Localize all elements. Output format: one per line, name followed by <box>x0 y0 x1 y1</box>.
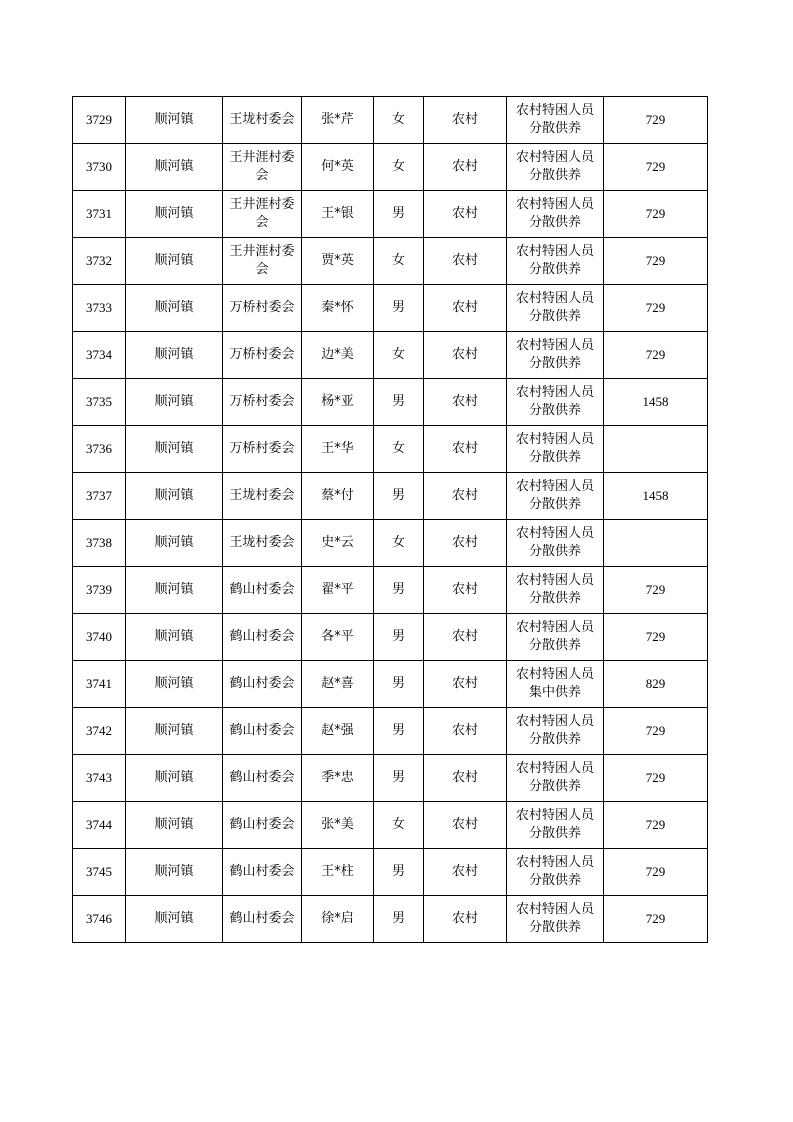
cell-gender: 男 <box>374 896 424 943</box>
cell-village-committee: 鹤山村委会 <box>223 849 302 896</box>
cell-town: 顺河镇 <box>126 802 223 849</box>
cell-gender: 女 <box>374 144 424 191</box>
cell-town: 顺河镇 <box>126 285 223 332</box>
cell-area-type: 农村 <box>424 332 507 379</box>
cell-area-type: 农村 <box>424 473 507 520</box>
cell-gender: 女 <box>374 332 424 379</box>
cell-area-type: 农村 <box>424 614 507 661</box>
cell-gender: 男 <box>374 708 424 755</box>
cell-support-category: 农村特困人员分散供养 <box>507 614 604 661</box>
cell-serial-number: 3740 <box>73 614 126 661</box>
cell-support-category: 农村特困人员分散供养 <box>507 191 604 238</box>
table-row <box>73 896 708 943</box>
cell-support-category: 农村特困人员分散供养 <box>507 849 604 896</box>
cell-serial-number: 3743 <box>73 755 126 802</box>
cell-amount: 1458 <box>604 379 708 426</box>
cell-gender: 男 <box>374 473 424 520</box>
cell-amount: 1458 <box>604 473 708 520</box>
cell-area-type: 农村 <box>424 238 507 285</box>
cell-serial-number: 3735 <box>73 379 126 426</box>
cell-town: 顺河镇 <box>126 473 223 520</box>
cell-person-name: 赵*强 <box>302 708 374 755</box>
cell-area-type: 农村 <box>424 144 507 191</box>
cell-amount: 829 <box>604 661 708 708</box>
cell-area-type: 农村 <box>424 755 507 802</box>
cell-person-name: 杨*亚 <box>302 379 374 426</box>
cell-amount: 729 <box>604 802 708 849</box>
cell-person-name: 各*平 <box>302 614 374 661</box>
cell-town: 顺河镇 <box>126 379 223 426</box>
cell-amount <box>604 520 708 567</box>
cell-area-type: 农村 <box>424 567 507 614</box>
cell-area-type: 农村 <box>424 379 507 426</box>
cell-town: 顺河镇 <box>126 896 223 943</box>
cell-village-committee: 万桥村委会 <box>223 426 302 473</box>
cell-serial-number: 3744 <box>73 802 126 849</box>
table-row <box>73 97 708 144</box>
cell-area-type: 农村 <box>424 849 507 896</box>
cell-village-committee: 王垅村委会 <box>223 473 302 520</box>
table-row <box>73 473 708 520</box>
cell-village-committee: 鹤山村委会 <box>223 896 302 943</box>
cell-support-category: 农村特困人员分散供养 <box>507 567 604 614</box>
cell-area-type: 农村 <box>424 520 507 567</box>
cell-person-name: 王*华 <box>302 426 374 473</box>
cell-village-committee: 鹤山村委会 <box>223 755 302 802</box>
cell-person-name: 秦*怀 <box>302 285 374 332</box>
cell-gender: 男 <box>374 379 424 426</box>
cell-gender: 女 <box>374 802 424 849</box>
cell-person-name: 王*银 <box>302 191 374 238</box>
cell-gender: 女 <box>374 97 424 144</box>
cell-village-committee: 王井涯村委会 <box>223 238 302 285</box>
cell-amount: 729 <box>604 755 708 802</box>
cell-village-committee: 鹤山村委会 <box>223 708 302 755</box>
table-row <box>73 332 708 379</box>
cell-town: 顺河镇 <box>126 238 223 285</box>
cell-village-committee: 万桥村委会 <box>223 332 302 379</box>
cell-amount: 729 <box>604 97 708 144</box>
cell-support-category: 农村特困人员分散供养 <box>507 708 604 755</box>
cell-town: 顺河镇 <box>126 849 223 896</box>
table-row <box>73 144 708 191</box>
cell-support-category: 农村特困人员分散供养 <box>507 144 604 191</box>
cell-serial-number: 3737 <box>73 473 126 520</box>
cell-amount: 729 <box>604 896 708 943</box>
cell-amount <box>604 426 708 473</box>
cell-gender: 男 <box>374 755 424 802</box>
cell-gender: 男 <box>374 849 424 896</box>
cell-person-name: 张*芹 <box>302 97 374 144</box>
cell-serial-number: 3734 <box>73 332 126 379</box>
cell-person-name: 何*英 <box>302 144 374 191</box>
table-row <box>73 802 708 849</box>
cell-town: 顺河镇 <box>126 144 223 191</box>
cell-person-name: 蔡*付 <box>302 473 374 520</box>
cell-village-committee: 万桥村委会 <box>223 379 302 426</box>
table-row <box>73 426 708 473</box>
cell-support-category: 农村特困人员分散供养 <box>507 97 604 144</box>
cell-support-category: 农村特困人员集中供养 <box>507 661 604 708</box>
cell-amount: 729 <box>604 567 708 614</box>
cell-village-committee: 鹤山村委会 <box>223 567 302 614</box>
table-row <box>73 661 708 708</box>
cell-person-name: 史*云 <box>302 520 374 567</box>
cell-support-category: 农村特困人员分散供养 <box>507 285 604 332</box>
table-row <box>73 567 708 614</box>
table-row <box>73 849 708 896</box>
cell-village-committee: 王垅村委会 <box>223 97 302 144</box>
cell-serial-number: 3741 <box>73 661 126 708</box>
cell-support-category: 农村特困人员分散供养 <box>507 426 604 473</box>
cell-village-committee: 鹤山村委会 <box>223 802 302 849</box>
cell-area-type: 农村 <box>424 896 507 943</box>
cell-support-category: 农村特困人员分散供养 <box>507 896 604 943</box>
cell-support-category: 农村特困人员分散供养 <box>507 238 604 285</box>
cell-support-category: 农村特困人员分散供养 <box>507 802 604 849</box>
cell-person-name: 王*柱 <box>302 849 374 896</box>
cell-village-committee: 王垅村委会 <box>223 520 302 567</box>
table-row <box>73 379 708 426</box>
cell-gender: 男 <box>374 567 424 614</box>
cell-person-name: 徐*启 <box>302 896 374 943</box>
cell-area-type: 农村 <box>424 802 507 849</box>
cell-town: 顺河镇 <box>126 191 223 238</box>
cell-amount: 729 <box>604 144 708 191</box>
table-row <box>73 614 708 661</box>
cell-person-name: 边*美 <box>302 332 374 379</box>
cell-village-committee: 王井涯村委会 <box>223 144 302 191</box>
cell-amount: 729 <box>604 849 708 896</box>
cell-serial-number: 3736 <box>73 426 126 473</box>
cell-person-name: 季*忠 <box>302 755 374 802</box>
cell-village-committee: 王井涯村委会 <box>223 191 302 238</box>
cell-town: 顺河镇 <box>126 520 223 567</box>
cell-serial-number: 3731 <box>73 191 126 238</box>
cell-gender: 男 <box>374 661 424 708</box>
cell-amount: 729 <box>604 332 708 379</box>
cell-town: 顺河镇 <box>126 567 223 614</box>
cell-serial-number: 3729 <box>73 97 126 144</box>
cell-town: 顺河镇 <box>126 97 223 144</box>
table-row <box>73 755 708 802</box>
cell-support-category: 农村特困人员分散供养 <box>507 332 604 379</box>
cell-town: 顺河镇 <box>126 661 223 708</box>
cell-person-name: 贾*英 <box>302 238 374 285</box>
cell-gender: 女 <box>374 426 424 473</box>
cell-gender: 女 <box>374 520 424 567</box>
cell-support-category: 农村特困人员分散供养 <box>507 520 604 567</box>
cell-serial-number: 3730 <box>73 144 126 191</box>
table-row <box>73 520 708 567</box>
cell-gender: 男 <box>374 614 424 661</box>
cell-town: 顺河镇 <box>126 708 223 755</box>
cell-person-name: 赵*喜 <box>302 661 374 708</box>
cell-support-category: 农村特困人员分散供养 <box>507 473 604 520</box>
cell-person-name: 翟*平 <box>302 567 374 614</box>
cell-village-committee: 万桥村委会 <box>223 285 302 332</box>
cell-amount: 729 <box>604 708 708 755</box>
cell-village-committee: 鹤山村委会 <box>223 614 302 661</box>
cell-village-committee: 鹤山村委会 <box>223 661 302 708</box>
cell-serial-number: 3746 <box>73 896 126 943</box>
cell-area-type: 农村 <box>424 661 507 708</box>
cell-serial-number: 3732 <box>73 238 126 285</box>
table-row <box>73 191 708 238</box>
cell-area-type: 农村 <box>424 285 507 332</box>
cell-area-type: 农村 <box>424 426 507 473</box>
cell-town: 顺河镇 <box>126 332 223 379</box>
cell-support-category: 农村特困人员分散供养 <box>507 379 604 426</box>
cell-amount: 729 <box>604 614 708 661</box>
beneficiary-table <box>72 96 708 943</box>
cell-person-name: 张*美 <box>302 802 374 849</box>
cell-town: 顺河镇 <box>126 426 223 473</box>
cell-amount: 729 <box>604 191 708 238</box>
table-row <box>73 708 708 755</box>
cell-town: 顺河镇 <box>126 614 223 661</box>
cell-amount: 729 <box>604 238 708 285</box>
cell-serial-number: 3733 <box>73 285 126 332</box>
cell-support-category: 农村特困人员分散供养 <box>507 755 604 802</box>
cell-gender: 男 <box>374 285 424 332</box>
cell-gender: 女 <box>374 238 424 285</box>
cell-gender: 男 <box>374 191 424 238</box>
cell-serial-number: 3738 <box>73 520 126 567</box>
cell-serial-number: 3739 <box>73 567 126 614</box>
cell-area-type: 农村 <box>424 97 507 144</box>
cell-area-type: 农村 <box>424 191 507 238</box>
table-row <box>73 238 708 285</box>
cell-serial-number: 3745 <box>73 849 126 896</box>
cell-area-type: 农村 <box>424 708 507 755</box>
cell-town: 顺河镇 <box>126 755 223 802</box>
table-body <box>73 97 708 943</box>
cell-serial-number: 3742 <box>73 708 126 755</box>
table-row <box>73 285 708 332</box>
cell-amount: 729 <box>604 285 708 332</box>
